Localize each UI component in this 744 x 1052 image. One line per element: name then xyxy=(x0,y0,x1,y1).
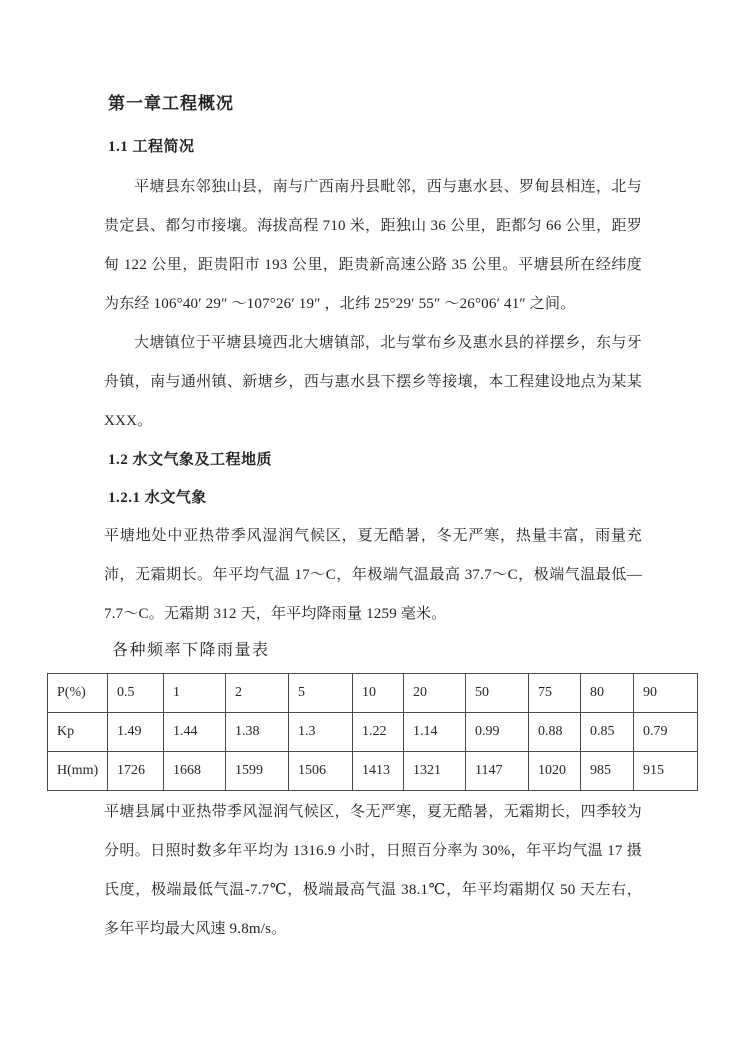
table-cell: 1506 xyxy=(289,752,353,791)
table-cell: 1668 xyxy=(164,752,226,791)
table-cell: P(%) xyxy=(48,674,108,713)
rain-frequency-table xyxy=(47,673,698,791)
paragraph-climate-detail: 平塘县属中亚热带季风湿润气候区，冬无严寒，夏无酷暑，无霜期长，四季较为分明。日照时数多年平均为 1316.9 小时，日照百分率为 30%，年平均气温 17 摄氏度，极端最低气温-7.7℃，极端最高气温 38.1℃，年平均霜期仅 50 天左右，多年平均最大风速 9.8m/s。 xyxy=(104,804,642,937)
table-cell: 1.14 xyxy=(404,713,466,752)
paragraph-climate-overview: 平塘地处中亚热带季风湿润气候区，夏无酷暑，冬无严寒，热量丰富，雨量充沛，无霜期长。年平均气温 17～C，年极端气温最高 37.7～C，极端气温最低—7.7～C。无霜期 312 天，年平均降雨量 1259 毫米。 xyxy=(104,528,642,622)
table-cell: 1020 xyxy=(529,752,581,791)
table-cell: 90 xyxy=(634,674,698,713)
table-cell: 2 xyxy=(226,674,289,713)
section-1-1-heading: 1.1 工程简况 xyxy=(108,139,195,155)
table-cell: 0.5 xyxy=(108,674,164,713)
table-cell: 1599 xyxy=(226,752,289,791)
table-cell: 10 xyxy=(353,674,404,713)
table-cell: 0.85 xyxy=(581,713,634,752)
table-cell: 20 xyxy=(404,674,466,713)
section-1-2-heading: 1.2 水文气象及工程地质 xyxy=(108,452,273,468)
table-cell: 80 xyxy=(581,674,634,713)
table-row-p-percent xyxy=(48,674,698,713)
table-cell: H(mm) xyxy=(48,752,108,791)
table-cell: 0.79 xyxy=(634,713,698,752)
paragraph-county-location: 平塘县东邻独山县，南与广西南丹县毗邻，西与惠水县、罗甸县相连，北与贵定县、都匀市接壤。海拔高程 710 米，距独山 36 公里，距都匀 66 公里，距罗甸 122 公里，距贵阳市 193 公里，距贵新高速公路 35 公里。平塘县所在经纬度为东经 106°40′ 29″ ～107°26′ 19″ ，北纬 25°29′ 55″ ～26°06′ 41″ 之间。 xyxy=(104,179,642,312)
table-row-h-mm xyxy=(48,752,698,791)
table-cell: 0.88 xyxy=(529,713,581,752)
table-cell: 1321 xyxy=(404,752,466,791)
table-row-kp xyxy=(48,713,698,752)
table-cell: 0.99 xyxy=(466,713,529,752)
paragraph-datang-town: 大塘镇位于平塘县境西北大塘镇部，北与掌布乡及惠水县的祥摆乡，东与牙舟镇，南与通州镇、新塘乡，西与惠水县下摆乡等接壤，本工程建设地点为某某XXX。 xyxy=(104,335,642,429)
table-cell: 50 xyxy=(466,674,529,713)
table-cell: 1147 xyxy=(466,752,529,791)
table-cell: 75 xyxy=(529,674,581,713)
table-cell: 985 xyxy=(581,752,634,791)
rain-table-title: 各种频率下降雨量表 xyxy=(112,642,270,659)
table-cell: 1.3 xyxy=(289,713,353,752)
table-cell: Kp xyxy=(48,713,108,752)
table-cell: 1 xyxy=(164,674,226,713)
table-cell: 1.38 xyxy=(226,713,289,752)
table-cell: 1.49 xyxy=(108,713,164,752)
table-cell: 1.22 xyxy=(353,713,404,752)
table-cell: 1.44 xyxy=(164,713,226,752)
table-cell: 1726 xyxy=(108,752,164,791)
section-1-2-1-heading: 1.2.1 水文气象 xyxy=(108,490,207,506)
table-cell: 1413 xyxy=(353,752,404,791)
chapter-title: 第一章工程概况 xyxy=(108,94,234,113)
table-cell: 5 xyxy=(289,674,353,713)
table-cell: 915 xyxy=(634,752,698,791)
